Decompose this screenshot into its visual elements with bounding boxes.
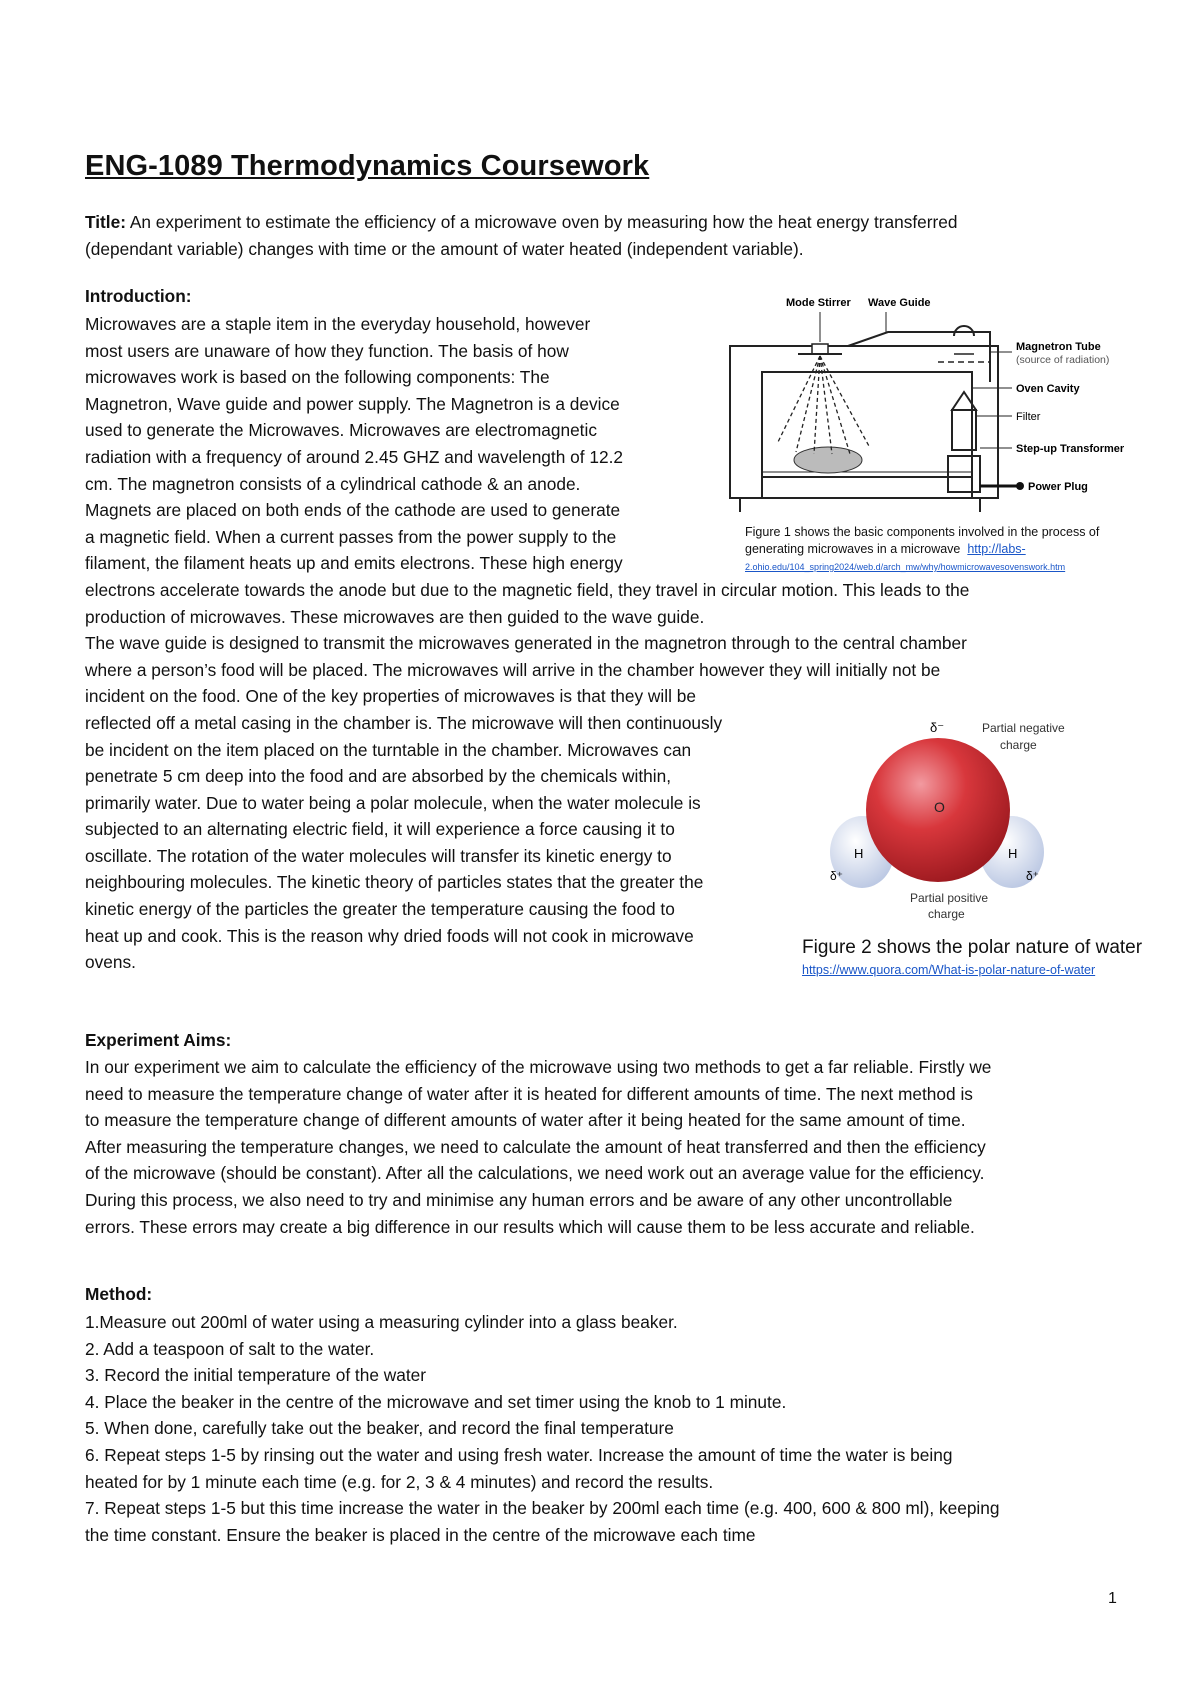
- oven-cavity-box: [762, 372, 972, 498]
- method-heading: Method:: [85, 1284, 153, 1304]
- intro-line: be incident on the item placed on the turntable in the chamber. Microwaves can: [85, 739, 692, 760]
- intro-line: penetrate 5 cm deep into the food and are absorbed by the chemicals within,: [85, 766, 672, 787]
- hydrogen-left-label: H: [854, 846, 864, 861]
- intro-line: ovens.: [85, 952, 136, 973]
- mode-stirrer-shape: [812, 344, 828, 354]
- power-plug-icon: [1016, 482, 1024, 490]
- wave-guide-shape: [848, 332, 990, 382]
- introduction-heading: Introduction:: [85, 286, 192, 306]
- figure1-link-part1[interactable]: http://labs-: [967, 542, 1026, 556]
- intro-line: most users are unaware of how they function. The basis of how: [85, 340, 569, 361]
- delta-plus-left-label: δ⁺: [830, 869, 844, 883]
- figure2-caption: Figure 2 shows the polar nature of water: [802, 937, 1143, 958]
- intro-line: microwaves work is based on the following components: The: [85, 367, 550, 388]
- intro-line: heat up and cook. This is the reason why dried foods will not cook in microwave: [85, 925, 694, 946]
- food-item: [794, 447, 862, 473]
- aims-block: [85, 1054, 1125, 1240]
- intro-line: neighbouring molecules. The kinetic theory of particles states that the greater the: [85, 872, 704, 893]
- partial-positive-label: Partial positive: [910, 891, 989, 905]
- intro-line: Microwaves are a staple item in the everyday household, however: [85, 314, 591, 334]
- method-step: 4. Place the beaker in the centre of the microwave and set timer using the knob to 1 minute.: [85, 1391, 787, 1412]
- title-text-line2: (dependant variable) changes with time or the amount of water heated (independent variable).: [85, 238, 804, 259]
- method-steps: [85, 1309, 1000, 1548]
- method-step: 5. When done, carefully take out the beaker, and record the final temperature: [85, 1418, 674, 1439]
- page-number: 1: [1108, 1590, 1117, 1607]
- intro-line: used to generate the Microwaves. Microwaves are electromagnetic: [85, 420, 597, 441]
- label-mode-stirrer: Mode Stirrer: [786, 297, 851, 309]
- aims-line: During this process, we also need to try and minimise any human errors and be aware of any other uncontrollable: [85, 1189, 953, 1210]
- water-molecule-diagram: [830, 720, 1125, 930]
- figure1-caption-line1: Figure 1 shows the basic components involved in the process of: [745, 525, 1100, 539]
- intro-line: subjected to an alternating electric field, it will experience a force causing it to: [85, 819, 675, 840]
- figure1-link-part2[interactable]: 2.ohio.edu/104_spring2024/web.d/arch_mw/why/howmicrowavesovenswork.htm: [745, 562, 1066, 572]
- microwave-diagram: [728, 292, 1128, 517]
- title-text: An experiment to estimate the efficiency of a microwave oven by measuring how the heat energy transferred: [125, 212, 958, 232]
- figure1-caption: [745, 524, 1099, 576]
- aims-line: errors. These errors may create a big difference in our results which will cause them to be less accurate and reliable.: [85, 1216, 975, 1237]
- intro-line: The wave guide is designed to transmit the microwaves generated in the magnetron through to the central chamber: [85, 633, 967, 654]
- oxygen-label: O: [934, 799, 945, 815]
- aims-line: In our experiment we aim to calculate the efficiency of the microwave using two methods to get a far reliable. Firstly we: [85, 1057, 992, 1077]
- intro-line: primarily water. Due to water being a polar molecule, when the water molecule is: [85, 792, 701, 813]
- label-power-plug: Power Plug: [1028, 481, 1088, 493]
- method-step: 2. Add a teaspoon of salt to the water.: [85, 1338, 375, 1359]
- intro-line: oscillate. The rotation of the water molecules will transfer its kinetic energy to: [85, 845, 672, 866]
- label-filter: Filter: [1016, 411, 1041, 423]
- title-label: Title:: [85, 212, 126, 232]
- aims-line: After measuring the temperature changes, we need to calculate the amount of heat transferred and then the efficiency: [85, 1136, 986, 1157]
- label-magnetron-sub: (source of radiation): [1016, 354, 1110, 366]
- intro-line: filament, the filament heats up and emits electrons. These high energy: [85, 553, 623, 574]
- intro-line: cm. The magnetron consists of a cylindrical cathode & an anode.: [85, 473, 581, 494]
- aims-heading: Experiment Aims:: [85, 1030, 232, 1050]
- partial-positive-charge-label: charge: [928, 907, 965, 921]
- document-title: ENG-1089 Thermodynamics Coursework: [85, 150, 650, 182]
- method-step: 1.Measure out 200ml of water using a measuring cylinder into a glass beaker.: [85, 1312, 678, 1332]
- aims-line: of the microwave (should be constant). After all the calculations, we need work out an average value for the efficiency.: [85, 1163, 985, 1184]
- figure1-caption-line2: generating microwaves in a microwave: [745, 542, 961, 556]
- method-step: 6. Repeat steps 1-5 by rinsing out the water and using fresh water. Increase the amount of time the water is being: [85, 1444, 953, 1465]
- delta-plus-right-label: δ⁺: [1026, 869, 1040, 883]
- intro-line: electrons accelerate towards the anode but due to the magnetic field, they travel in circular motion. This leads to the: [85, 579, 970, 600]
- intro-line: incident on the food. One of the key properties of microwaves is that they will be: [85, 686, 696, 707]
- microwave-rays: [778, 356, 870, 454]
- method-step: heated for by 1 minute each time (e.g. for 2, 3 & 4 minutes) and record the results.: [85, 1471, 714, 1492]
- intro-line: kinetic energy of the particles the greater the temperature causing the food to: [85, 899, 675, 920]
- partial-negative-charge-label: charge: [1000, 738, 1037, 752]
- intro-line: reflected off a metal casing in the chamber is. The microwave will then continuously: [85, 712, 723, 733]
- label-oven-cavity: Oven Cavity: [1016, 383, 1080, 395]
- intro-line: where a person’s food will be placed. The microwaves will arrive in the chamber however they will initially not be: [85, 659, 941, 680]
- oven-outer-casing: [730, 346, 998, 498]
- figure2-link[interactable]: https://www.quora.com/What-is-polar-nature-of-water: [802, 963, 1096, 977]
- partial-negative-label: Partial negative: [982, 721, 1065, 735]
- intro-line: radiation with a frequency of around 2.45 GHZ and wavelength of 12.2: [85, 446, 623, 467]
- intro-line: Magnets are placed on both ends of the cathode are used to generate: [85, 500, 621, 521]
- intro-line: Magnetron, Wave guide and power supply. The Magnetron is a device: [85, 393, 620, 414]
- intro-line: production of microwaves. These microwaves are then guided to the wave guide.: [85, 606, 705, 627]
- aims-line: need to measure the temperature change of water after it is heated for different amounts of time. The next method is: [85, 1083, 973, 1104]
- hydrogen-right-label: H: [1008, 846, 1018, 861]
- method-step: the time constant. Ensure the beaker is placed in the centre of the microwave each time: [85, 1524, 756, 1545]
- label-wave-guide: Wave Guide: [868, 297, 931, 309]
- method-step: 3. Record the initial temperature of the water: [85, 1365, 427, 1386]
- delta-minus-label: δ⁻: [930, 720, 945, 735]
- label-transformer: Step-up Transformer: [1016, 443, 1125, 455]
- aims-line: to measure the temperature change of different amounts of water after it being heated for the same amount of time.: [85, 1110, 966, 1131]
- intro-line: a magnetic field. When a current passes from the power supply to the: [85, 526, 617, 547]
- label-magnetron-tube: Magnetron Tube: [1016, 341, 1101, 353]
- transformer-box: [948, 456, 980, 492]
- title-paragraph: [85, 209, 958, 262]
- method-step: 7. Repeat steps 1-5 but this time increase the water in the beaker by 200ml each time (e.g. 400, 600 & 800 ml), keeping: [85, 1498, 1000, 1519]
